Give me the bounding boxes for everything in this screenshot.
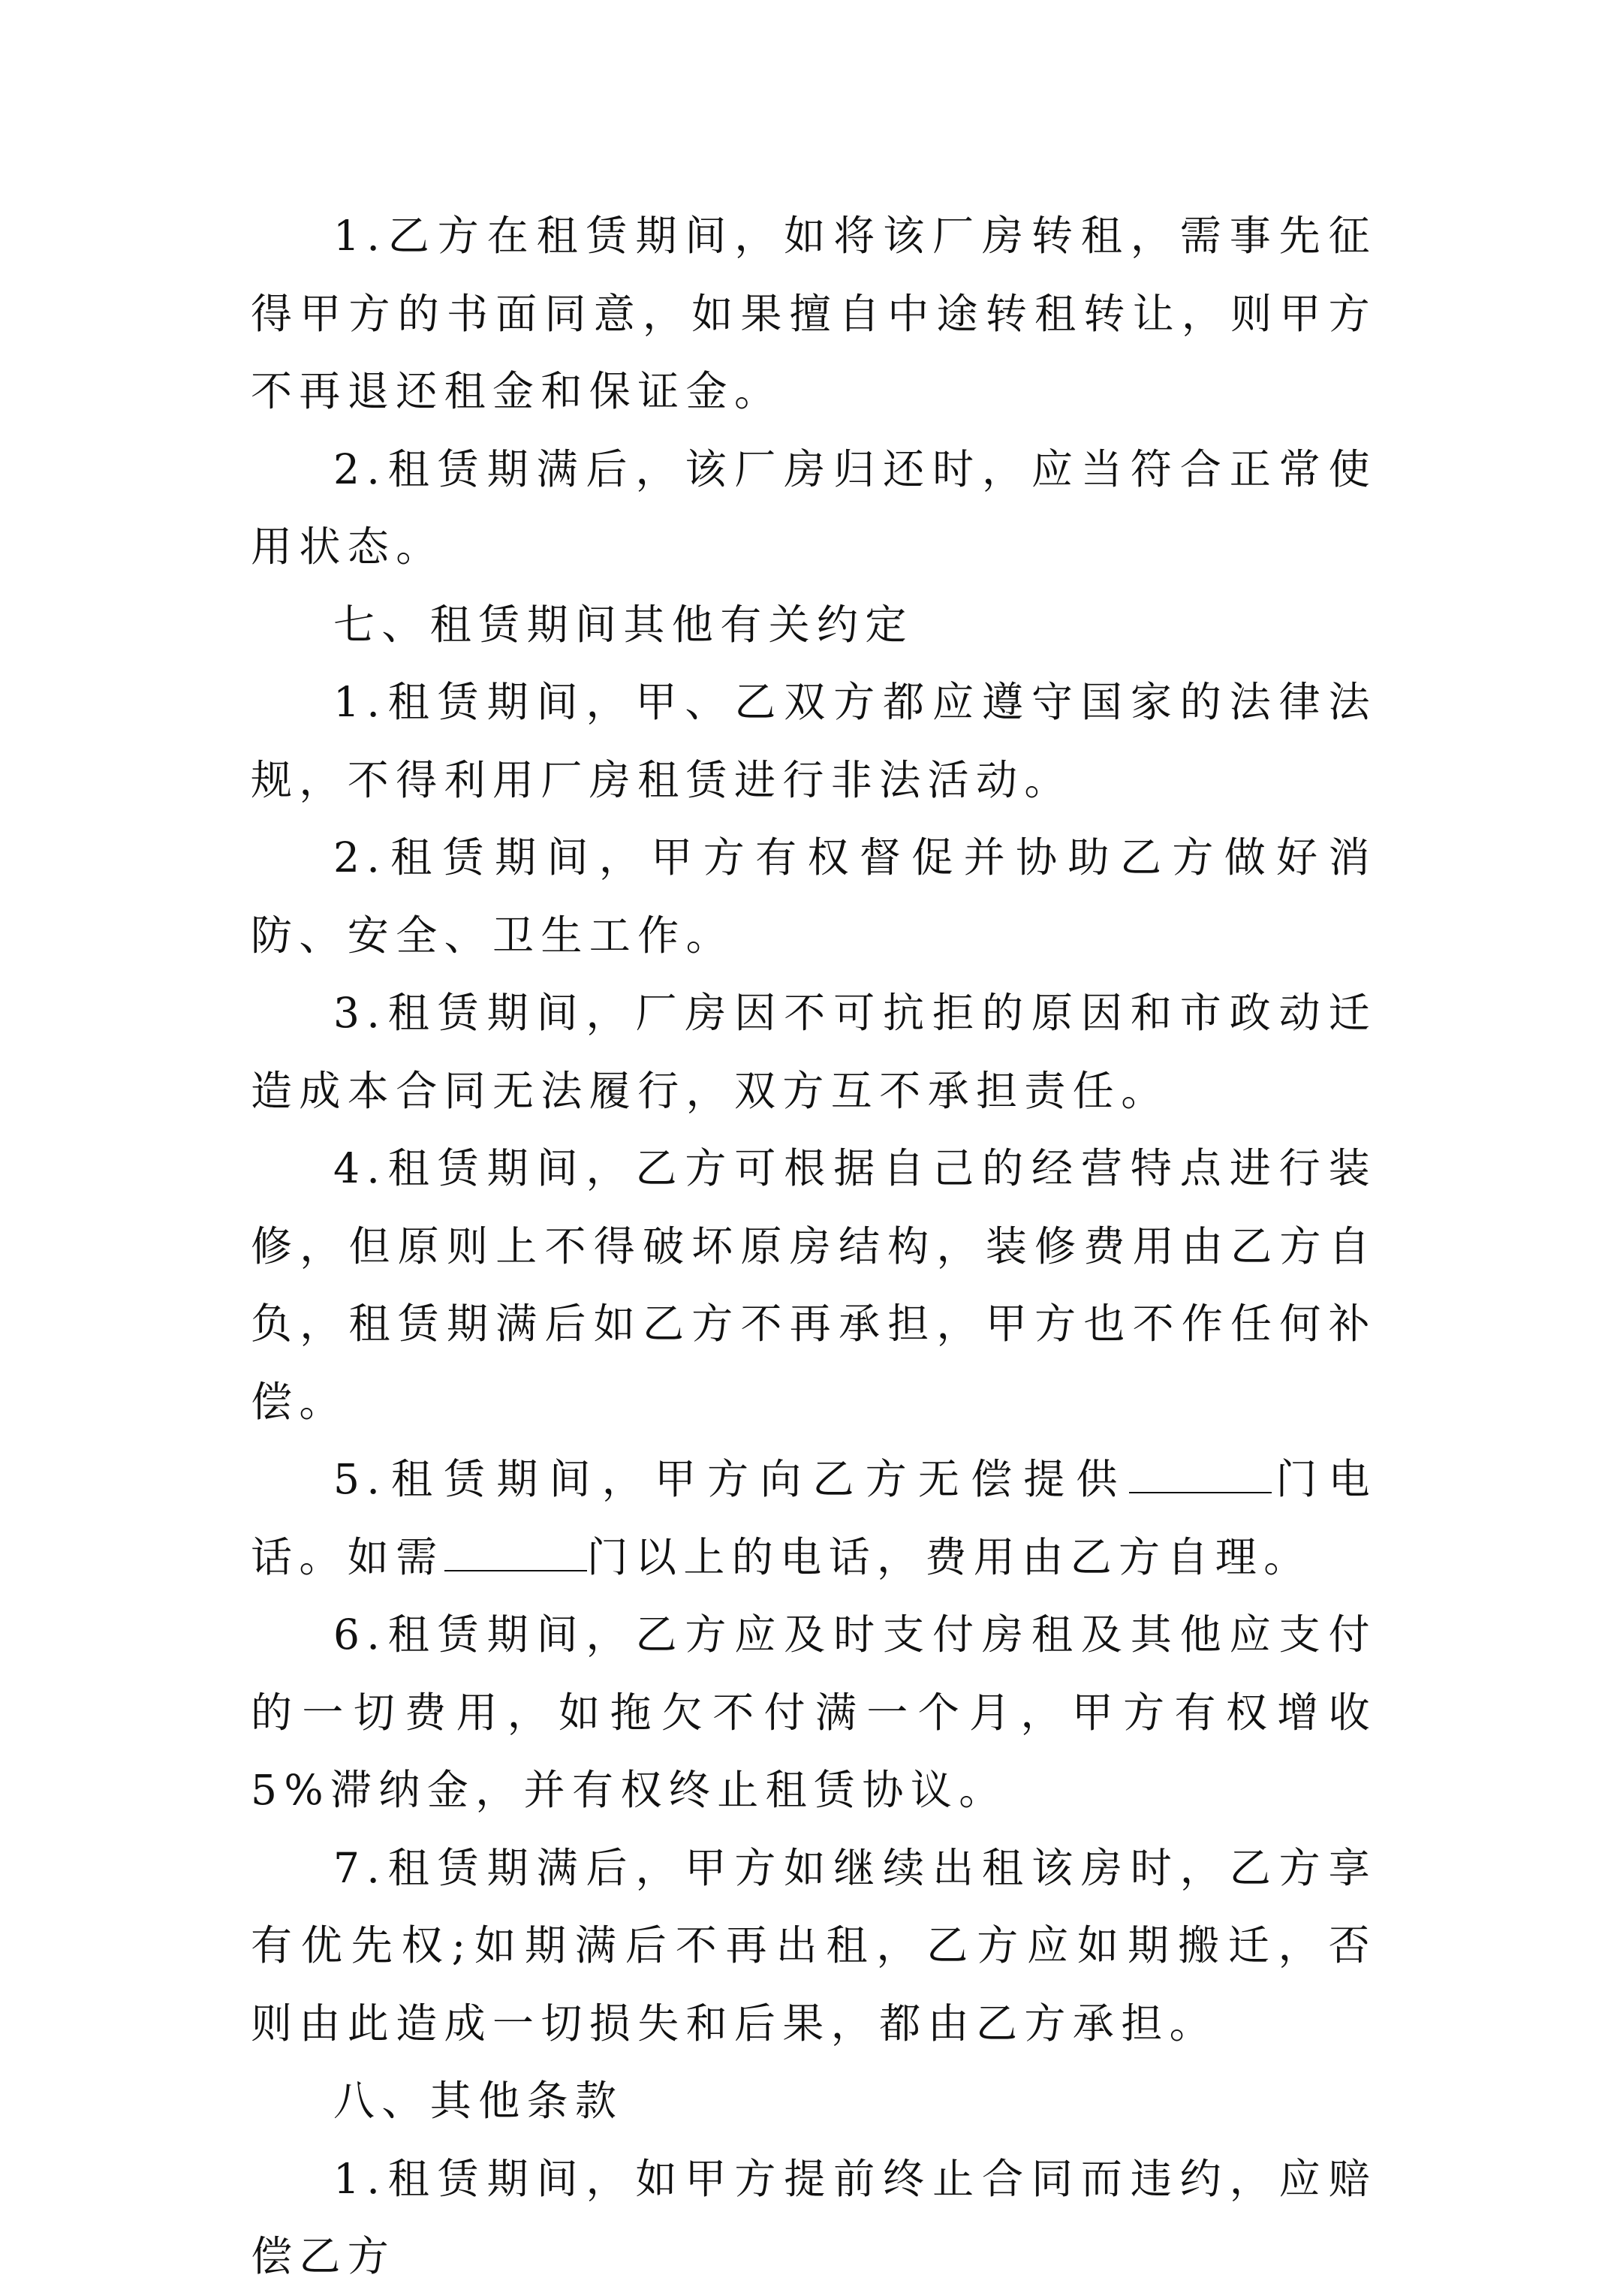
clause-telephone-text-a: 5.租赁期间，甲方向乙方无偿提供 xyxy=(333,1455,1129,1503)
clause-telephone-text-c: 门以上的电话，费用由乙方自理。 xyxy=(586,1532,1312,1581)
clause-telephone xyxy=(251,1441,1377,1596)
clause-legal-compliance: 1.租赁期间，甲、乙双方都应遵守国家的法律法规，不得利用厂房租赁进行非法活动。 xyxy=(251,678,1377,804)
clause-sublease: 1.乙方在租赁期间，如将该厂房转租，需事先征得甲方的书面同意，如果擅自中途转租转让，则甲方不再退还租金和保证金。 xyxy=(251,212,1377,415)
clause-safety: 2.租赁期间，甲方有权督促并协助乙方做好消防、安全、卫生工作。 xyxy=(251,833,1377,960)
fill-blank-extra-phone-count[interactable] xyxy=(444,1537,587,1571)
section-heading-8: 八、其他条款 xyxy=(333,2077,624,2125)
clause-payment: 6.租赁期间，乙方应及时支付房租及其他应支付的一切费用，如拖欠不付满一个月，甲方有权增收5%滞纳金，并有权终止租赁协议。 xyxy=(251,1611,1377,1814)
clause-early-termination: 1.租赁期间，如甲方提前终止合同而违约，应赔偿乙方 xyxy=(251,2154,1377,2280)
clause-renovation: 4.租赁期间，乙方可根据自己的经营特点进行装修，但原则上不得破坏原房结构，装修费用由乙方自负，租赁期满后如乙方不再承担，甲方也不作任何补偿。 xyxy=(251,1144,1377,1426)
clause-renewal-priority: 7.租赁期满后，甲方如继续出租该房时，乙方享有优先权;如期满后不再出租，乙方应如期搬迁，否则由此造成一切损失和后果，都由乙方承担。 xyxy=(251,1843,1377,2047)
clause-return-condition: 2.租赁期满后，该厂房归还时，应当符合正常使用状态。 xyxy=(251,444,1377,571)
section-heading-7: 七、租赁期间其他有关约定 xyxy=(333,600,914,649)
document-body xyxy=(251,197,1377,2296)
fill-blank-phone-count[interactable] xyxy=(1129,1459,1272,1493)
clause-telephone-text-b: 门电话。如需 xyxy=(251,1455,1377,1581)
clause-force-majeure: 3.租赁期间，厂房因不可抗拒的原因和市政动迁造成本合同无法履行，双方互不承担责任。 xyxy=(251,989,1377,1115)
